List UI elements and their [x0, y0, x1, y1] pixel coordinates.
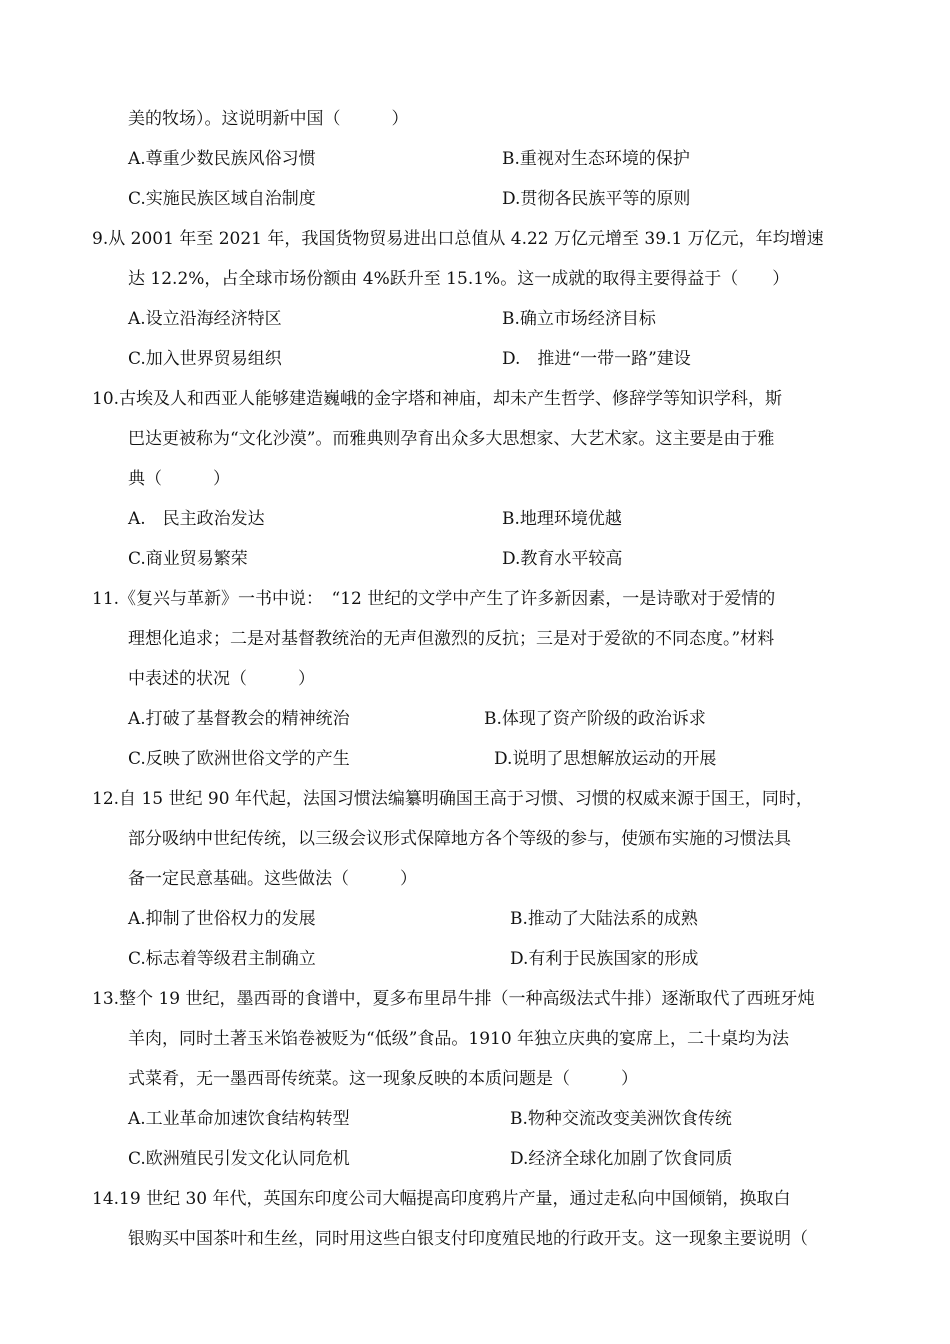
q10-option-c[interactable]: C.商业贸易繁荣 — [128, 549, 248, 569]
q12-option-d[interactable]: D.有利于民族国家的形成 — [510, 949, 699, 969]
q8-option-d[interactable]: D.贯彻各民族平等的原则 — [502, 189, 691, 209]
q9-option-c[interactable]: C.加入世界贸易组织 — [128, 349, 282, 369]
q9-option-a[interactable]: A.设立沿海经济特区 — [128, 309, 282, 329]
q13-option-a[interactable]: A.工业革命加速饮食结构转型 — [128, 1109, 350, 1129]
q10-text-line: 10.古埃及人和西亚人能够建造巍峨的金字塔和神庙，却未产生哲学、修辞学等知识学科，斯 — [92, 389, 783, 409]
q11-text-line: 11.《复兴与革新》一书中说： “12 世纪的文学中产生了许多新因素，一是诗歌对于爱情的 — [92, 589, 776, 609]
q8-option-b[interactable]: B.重视对生态环境的保护 — [502, 149, 690, 169]
q11-option-c[interactable]: C.反映了欧洲世俗文学的产生 — [128, 749, 350, 769]
q10-option-d[interactable]: D.教育水平较高 — [502, 549, 623, 569]
q10-option-a[interactable]: A. 民主政治发达 — [128, 509, 265, 529]
q13-option-c[interactable]: C.欧洲殖民引发文化认同危机 — [128, 1149, 350, 1169]
q13-text-line: 13.整个 19 世纪，墨西哥的食谱中，夏多布里昂牛排（一种高级法式牛排）逐渐取代了西班牙炖 — [92, 989, 815, 1009]
q12-text-line: 备一定民意基础。这些做法（ ） — [128, 869, 417, 889]
q10-text-line: 巴达更被称为“文化沙漠”。而雅典则孕育出众多大思想家、大艺术家。这主要是由于雅 — [128, 429, 775, 449]
q11-text-line: 理想化追求；二是对基督教统治的无声但激烈的反抗；三是对于爱欲的不同态度。”材料 — [128, 629, 775, 649]
q9-text-line: 9.从 2001 年至 2021 年，我国货物贸易进出口总值从 4.22 万亿元增至 39.1 万亿元，年均增速 — [92, 229, 824, 249]
q8-text-line: 美的牧场）。这说明新中国（ ） — [128, 109, 409, 129]
q8-option-a[interactable]: A.尊重少数民族风俗习惯 — [128, 149, 316, 169]
q9-option-d[interactable]: D. 推进“一带一路”建设 — [502, 349, 691, 369]
q10-option-b[interactable]: B.地理环境优越 — [502, 509, 622, 529]
q9-option-b[interactable]: B.确立市场经济目标 — [502, 309, 656, 329]
q13-option-d[interactable]: D.经济全球化加剧了饮食同质 — [510, 1149, 733, 1169]
q11-option-d[interactable]: D.说明了思想解放运动的开展 — [494, 749, 717, 769]
q13-text-line: 式菜肴，无一墨西哥传统菜。这一现象反映的本质问题是（ ） — [128, 1069, 638, 1089]
q11-option-a[interactable]: A.打破了基督教会的精神统治 — [128, 709, 350, 729]
q9-text-line: 达 12.2%，占全球市场份额由 4%跃升至 15.1%。这一成就的取得主要得益于（ ） — [128, 269, 790, 289]
q11-text-line: 中表述的状况（ ） — [128, 669, 315, 689]
q14-text-line: 银购买中国茶叶和生丝，同时用这些白银支付印度殖民地的行政开支。这一现象主要说明（ — [128, 1229, 808, 1249]
q12-text-line: 部分吸纳中世纪传统，以三级会议形式保障地方各个等级的参与，使颁布实施的习惯法具 — [128, 829, 791, 849]
q12-text-line: 12.自 15 世纪 90 年代起，法国习惯法编纂明确国王高于习惯、习惯的权威来源于国王，同时， — [92, 789, 813, 809]
q12-option-b[interactable]: B.推动了大陆法系的成熟 — [510, 909, 698, 929]
q14-text-line: 14.19 世纪 30 年代，英国东印度公司大幅提高印度鸦片产量，通过走私向中国倾销，换取白 — [92, 1189, 791, 1209]
q12-option-c[interactable]: C.标志着等级君主制确立 — [128, 949, 316, 969]
q10-text-line: 典（ ） — [128, 469, 230, 489]
q13-text-line: 羊肉，同时土著玉米馅卷被贬为“低级”食品。1910 年独立庆典的宴席上，二十桌均为法 — [128, 1029, 790, 1049]
q12-option-a[interactable]: A.抑制了世俗权力的发展 — [128, 909, 316, 929]
q8-option-c[interactable]: C.实施民族区域自治制度 — [128, 189, 316, 209]
q11-option-b[interactable]: B.体现了资产阶级的政治诉求 — [484, 709, 706, 729]
q13-option-b[interactable]: B.物种交流改变美洲饮食传统 — [510, 1109, 732, 1129]
